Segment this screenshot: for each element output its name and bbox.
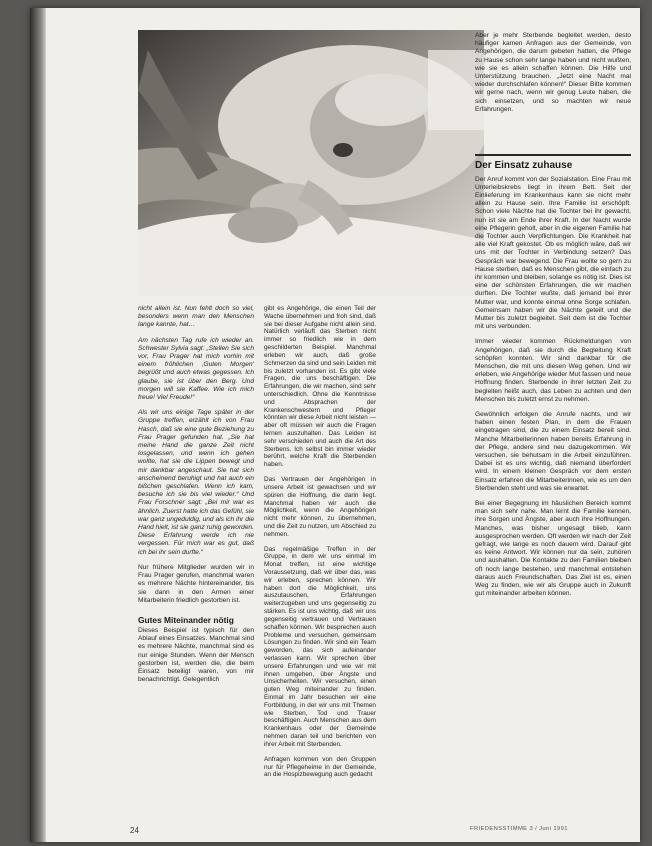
paragraph: Anfragen kommen von den Gruppen nur für Pflegeheime in der Gemeinde, an die Hospizbewegung auch gedacht [264, 755, 376, 779]
paragraph: gibt es Angehörige, die einen Teil der Wache übernehmen und froh sind, daß sie bei dieser Aufgabe nicht allein sind. Natürlich verläuft das Sterben nicht immer so friedlich wie in dem geschilderten Beispiel. Manchmal erleben wir auch, daß große Schmerzen da sind und sein Leiden mit bis zuletzt vorhanden ist. Es gibt viele Fragen, die uns beschäftigen. Die Erfahrungen, die wir machen, sind sehr unterschiedlich. Ohne die Kenntnisse und Absprachen der Krankenschwestern und Pfleger könnten wir diese Arbeit nicht leisten — aber oft müssen wir auch die Fragen lernen auszuhalten. Das Leiden ist sehr verschieden und auch die Art des Sterbens. Ich selbst bin immer wieder berührt, welche Kraft die Sterbenden haben. [264, 305, 376, 469]
paragraph: Gewöhnlich erfolgen die Anrufe nachts, und wir haben einen festen Plan, in dem die Frauen eingetragen sind, die zu einem Einsatz bereit sind. Manche Mitarbeiterinnen haben bereits Erfahrung in der Pflege, andere sind neu dazugekommen. Wir versuchen, sie behutsam in die Arbeit einzuführen. Dabei ist es uns wichtig, daß niemand überfordert wird. In einem kleinen Gespräch vor dem ersten Einsatz erfahren die Mitarbeiterinnen, wie es um den Sterbenden steht und was sie erwartet. [475, 411, 631, 492]
text-column-1 [138, 305, 254, 691]
paragraph: Als wir uns einige Tage später in der Gruppe treffen, erzählt ich von Frau Hasch, daß sie eine gute Beziehung zu Frau Prager gefunden hat. „Sie hat meine Hand die ganze Zeit nicht losgelassen, und wenn ich gehen wollte, hat sie die Lippen bewegt und mir dankbar angeschaut. Sie hat sich anscheinend beruhigt und hat auch ein bißchen geschlafen. Wenn ich kam, besuche ich sie bis viel wieder.“ Und Frau Forschner sagt: „Bei mir war es ähnlich. Zuerst hatte ich das Gefühl, sie war ganz ungeduldig, und als ich ihr die Hand hielt, ist sie ganz ruhig geworden. Diese Erfahrung werde ich nie vergessen. Für mich war es gut, daß ich bei ihr sein durfte.“ [138, 409, 254, 556]
section-heading: Der Einsatz zuhause [475, 159, 573, 171]
paragraph: Das Vertrauen der Angehörigen in unsere Arbeit ist gewachsen und wir spüren die Hoffnung, die darin liegt. Manchmal haben wir auch die Möglichkeit, wenn die Angehörigen nicht mehr können, zu übernehmen, und die Zeit zu nutzen, um Abschied zu nehmen. [264, 476, 376, 538]
paragraph: nicht allein ist. Nun fehlt doch so viel, besonders wenn man den Menschen lange kannte, hat… [138, 305, 254, 329]
magazine-page [30, 8, 640, 842]
paragraph: Bei einer Begegnung im häuslichen Bereich kommt man sich sehr nahe. Man lernt die Familie kennen, ihre Sorgen und Ängste, aber auch ihre Hoffnungen. Manches, was bisher ungesagt blieb, kann ausgesprochen werden. Oft werden wir nach der Zeit gefragt, wie lange es noch dauern wird. Darauf gibt es keine Antwort. Wir können nur da sein, zuhören und aushalten. Die Kontakte zu den Familien bleiben oft noch lange bestehen, und manchmal entstehen daraus auch Freundschaften. Das Ziel ist es, einen Weg zu finden, wie wir als Gruppe auch in Zukunft gut miteinander arbeiten können. [475, 500, 631, 598]
photo-illustration [138, 30, 484, 296]
magazine-footer: FRIEDENSSTIMME 3 / Juni 1991 [470, 826, 568, 832]
paragraph: Nur frühere Mitglieder wurden wir in Frau Prager gerufen, manchmal waren es mehrere Nächte hintereinander, bis sie dann in den Armen einer Mitarbeiterin friedlich gestorben ist. [138, 563, 254, 604]
paragraph: Das regelmäßige Treffen in der Gruppe, in dem wir uns einmal im Monat treffen, ist eine wichtige Voraussetzung, daß wir über das, was wir erleben, sprechen können. Wir haben dort die Möglichkeit, uns auszutauschen, Erfahrungen weiterzugeben und uns gegenseitig zu stärken. Es ist uns wichtig, daß wir uns gegenseitig vertrauen und Vertrauen schaffen können. Wir besprechen auch Probleme und versuchen, gemeinsam Lösungen zu finden. Wir sind ein Team geworden, das sich aufeinander verlassen kann. Wir sprechen über unsere Erfahrungen und wie wir mit ihnen umgehen, über Ängste und Unsicherheiten. Wir versuchen, einen guten Weg miteinander zu finden. Einmal im Jahr besuchen wir eine Fortbildung, in der wir uns mit Themen wie Sterben, Tod und Trauer beschäftigen. Auch Menschen aus dem Krankenhaus oder der Gemeinde nehmen daran teil und berichten von ihrer Arbeit mit Sterbenden. [264, 545, 376, 748]
paragraph: Aber je mehr Sterbende begleitet werden, desto häufiger kamen Anfragen aus der Gemeinde, von Angehörigen, die darum gebeten hatten, die Pflege zu Hause schon sehr lange haben und nicht wußten, wie sie es allein schaffen können. Die Hilfe und Unterstützung brauchen. „Jetzt eine Nacht mal wieder durchschlafen können!“ Dieser Bitte kommen wir gerne nach, wenn wir genug Leute haben, die sich einsetzen, und so machten wir neue Erfahrungen. [475, 32, 631, 113]
paragraph: Immer wieder kommen Rückmeldungen von Angehörigen, daß sie durch die Begleitung Kraft schöpfen konnten. Wir sind dankbar für die Menschen, die mit uns diesen Weg gehen. Und wir erleben, wie Angehörige wieder Mut fassen und neue Hoffnung finden. Sterbende in ihrer letzten Zeit zu begleiten heißt auch, das Leben zu achten und den Menschen bis zuletzt ernst zu nehmen. [475, 338, 631, 403]
section-heading: Gutes Miteinander nötig [138, 614, 234, 625]
paragraph: Der Anruf kommt von der Sozialstation. Eine Frau mit Unterleibskrebs liegt in ihrem Bett. Seit der Einlieferung im Krankenhaus kann sie nicht mehr allein zu Hause sein. Ihre Familie ist erschöpft. Schon viele Nächte hat die Tochter bei ihr gewacht, nun ist sie am Ende ihrer Kraft. In der Nacht wurde eine Pflegerin geholt, aber in die eigenen Familie hat die Tochter auch Verpflichtungen. Die Krankheit hat alle viel Kraft gekostet. Ob es möglich wäre, daß wir uns mit der Tochter in Verbindung setzen? Das Gespräch war bewegend. Die Frau wollte so gern zu Hause sterben, daß es Menschen gibt, die einfach zu ihr kommen und bleiben, solange es nötig ist. Dies ist eine der schönsten Erfahrungen, die wir machen durften. Die Tochter wußte, daß jemand bei ihrer Mutter war, und konnte einmal ohne Sorge schlafen. Gemeinsam haben wir die Nächte geteilt und die Mutter bis zuletzt begleitet. Seit dem ist die Tochter mit uns verbunden. [475, 175, 631, 331]
page-number: 24 [130, 826, 139, 835]
paragraph: Am nächsten Tag rufe ich wieder an. Schwester Sylvia sagt: „Stellen Sie sich vor, Frau Prager hat mich vorhin mit einem fröhlichen ‚Guten Morgen‘ begrüßt und auch etwas gegessen. Ich glaube, sie ist über den Berg. Und morgen will sie Kaffee. Wie ich mich freue! Viel Freude!“ [138, 336, 254, 402]
section-divider [475, 154, 631, 156]
paragraph: Dieses Beispiel ist typisch für den Ablauf eines Einsatzes. Manchmal sind es mehrere Nächte, manchmal sind es nur einige Stunden. Wenn der Mensch gestorben ist, werden die, die beim Einsatz beteiligt waren, von mir benachrichtigt. Gelegentlich [138, 626, 254, 684]
photo-hands-sick-person [138, 30, 484, 296]
page-binding-shadow [30, 8, 46, 842]
text-column-2 [264, 305, 376, 786]
text-column-3 [475, 32, 631, 605]
